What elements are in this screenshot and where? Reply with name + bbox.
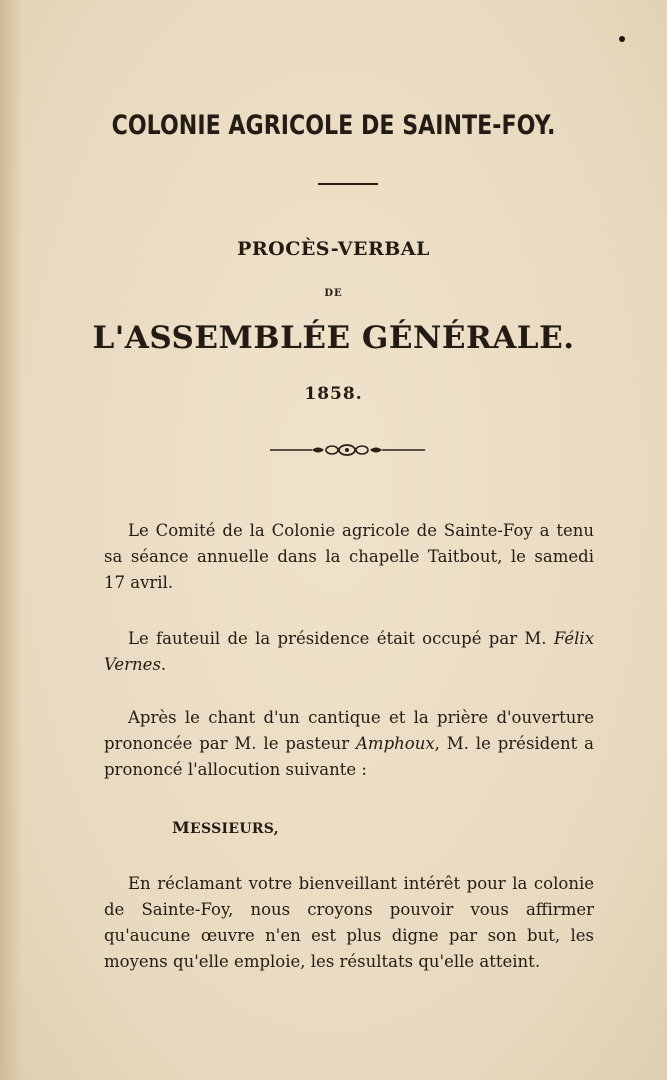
ink-spot xyxy=(619,36,625,42)
paragraph-ouverture xyxy=(104,705,594,783)
paragraph-presidence-text: Le fauteuil de la présidence était occupé par M. xyxy=(128,629,554,648)
paragraph-seance-text: Le Comité de la Colonie agricole de Sainte-Foy a tenu sa séance annuelle dans la chapelle Taitbout, le samedi 17 avril. xyxy=(104,521,594,592)
page-spine-shadow xyxy=(0,0,22,1080)
salutation-rest: ESSIEURS xyxy=(190,821,274,837)
paragraph-ouverture-text: Après le chant d'un cantique et la prière d'ouverture prononcée par M. le pasteur xyxy=(104,708,594,753)
subtitle-assemblee: L'ASSEMBLÉE GÉNÉRALE. xyxy=(92,320,575,356)
ornament-divider-icon xyxy=(270,440,425,460)
paragraph-allocution-text: En réclamant votre bienveillant intérêt pour la colonie de Sainte-Foy, nous croyons pouvoir vous affirmer qu'aucune œuvre n'en est plus digne par son but, les moyens qu'elle emploie, les résultats qu'elle atteint. xyxy=(104,874,594,971)
document-year: 1858. xyxy=(304,384,363,404)
paragraph-allocution xyxy=(104,871,594,975)
title-rule xyxy=(318,183,378,185)
salutation xyxy=(172,818,279,837)
paragraph-ouverture-end: , M. le président a prononcé l'allocution suivante : xyxy=(104,734,594,779)
paragraph-presidence xyxy=(104,626,594,678)
president-name: Félix Vernes xyxy=(104,629,594,674)
subtitle-proces-verbal: PROCÈS-VERBAL xyxy=(237,238,430,260)
paragraph-presidence-end: . xyxy=(160,655,167,674)
subtitle-de: DE xyxy=(324,288,343,299)
salutation-initial: M xyxy=(172,818,191,837)
document-title: COLONIE AGRICOLE DE SAINTE-FOY. xyxy=(111,110,556,141)
pastor-name: Amphoux xyxy=(356,734,435,753)
paragraph-seance xyxy=(104,518,594,596)
salutation-punct: , xyxy=(273,821,279,837)
